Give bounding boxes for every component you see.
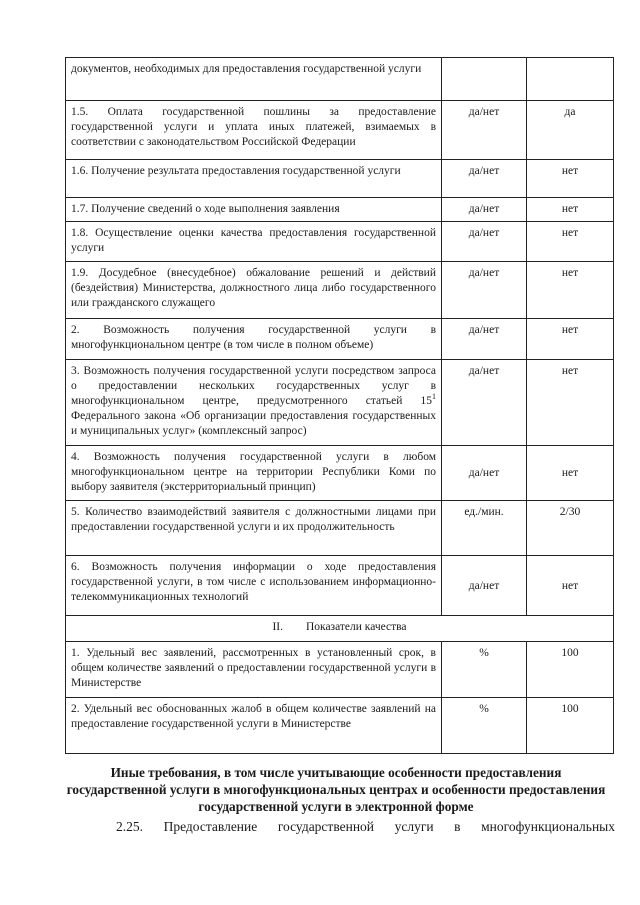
indicator-unit: да/нет	[442, 101, 527, 160]
indicator-unit: да/нет	[442, 262, 527, 319]
indicator-label-part: 3. Возможность получения государственной услуги посредством запроса о предоставлении нескольких государственных услуг в многофункциональном центре, предусмотренного статьей 15	[71, 365, 436, 407]
section-title: II. Показатели качества	[66, 616, 614, 642]
indicator-label: 1.8. Осуществление оценки качества предоставления государственной услуги	[66, 222, 442, 262]
indicator-label: 4. Возможность получения государственной услуги в любом многофункциональном центре на территории Республики Коми по выбору заявителя (экстерриториальный принцип)	[66, 446, 442, 501]
indicator-label: 1.6. Получение результата предоставления государственной услуги	[66, 160, 442, 198]
indicator-value	[527, 58, 614, 101]
indicator-label: 2. Удельный вес обоснованных жалоб в общем количестве заявлений на предоставление государственной услуги в Министерстве	[66, 698, 442, 754]
indicator-unit	[442, 58, 527, 101]
indicator-unit: да/нет	[442, 556, 527, 616]
indicator-label	[66, 360, 442, 446]
indicators-table	[65, 57, 614, 754]
indicator-unit: да/нет	[442, 446, 527, 501]
section-heading: Иные требования, в том числе учитывающие особенности предоставления государственной услуги в многофункциональных центрах и особенности предоставления государственной услуги в электронной форме	[66, 765, 606, 814]
table-row	[66, 360, 614, 446]
table-row	[66, 446, 614, 501]
indicator-value: нет	[527, 446, 614, 501]
indicator-unit: ед./мин.	[442, 501, 527, 556]
table-row	[66, 198, 614, 222]
indicator-value: нет	[527, 222, 614, 262]
table-row	[66, 642, 614, 698]
indicator-label: 5. Количество взаимодействий заявителя с должностными лицами при предоставлении государственной услуги и их продолжительность	[66, 501, 442, 556]
indicator-value: нет	[527, 262, 614, 319]
indicator-label: 1.5. Оплата государственной пошлины за предоставление государственной услуги и уплата иных платежей, взимаемых в соответствии с законодательством Российской Федерации	[66, 101, 442, 160]
table-row	[66, 101, 614, 160]
indicator-unit: %	[442, 642, 527, 698]
indicator-value: нет	[527, 556, 614, 616]
table-row	[66, 222, 614, 262]
indicator-unit: %	[442, 698, 527, 754]
indicator-label: 1.9. Досудебное (внесудебное) обжалование решений и действий (бездействия) Министерства, должностного лица либо государственного или гражданского служащего	[66, 262, 442, 319]
table-row	[66, 58, 614, 101]
indicator-label: документов, необходимых для предоставления государственной услуги	[66, 58, 442, 101]
table-row	[66, 501, 614, 556]
indicator-value: нет	[527, 198, 614, 222]
table-row	[66, 556, 614, 616]
table-row	[66, 160, 614, 198]
indicator-value: 100	[527, 642, 614, 698]
indicator-label: 1.7. Получение сведений о ходе выполнения заявления	[66, 198, 442, 222]
indicator-unit: да/нет	[442, 198, 527, 222]
indicator-unit: да/нет	[442, 160, 527, 198]
indicator-unit: да/нет	[442, 319, 527, 360]
section-row	[66, 616, 614, 642]
indicator-unit: да/нет	[442, 222, 527, 262]
indicator-label: 2. Возможность получения государственной услуги в многофункциональном центре (в том числе в полном объеме)	[66, 319, 442, 360]
table-row	[66, 698, 614, 754]
indicator-value: нет	[527, 160, 614, 198]
indicator-unit: да/нет	[442, 360, 527, 446]
table-row	[66, 262, 614, 319]
indicator-value: нет	[527, 319, 614, 360]
indicator-label: 6. Возможность получения информации о ходе предоставления государственной услуги, в том числе с использованием информационно-телекоммуникационных технологий	[66, 556, 442, 616]
superscript: 1	[432, 392, 436, 402]
indicator-value: 100	[527, 698, 614, 754]
indicator-value: да	[527, 101, 614, 160]
table-row	[66, 319, 614, 360]
indicator-value: нет	[527, 360, 614, 446]
body-paragraph: 2.25. Предоставление государственной услуги в многофункциональных	[116, 819, 615, 834]
indicator-value: 2/30	[527, 501, 614, 556]
indicator-label: 1. Удельный вес заявлений, рассмотренных в установленный срок, в общем количестве заявлений о предоставлении государственной услуги в Министерстве	[66, 642, 442, 698]
indicator-label-part: Федерального закона «Об организации предоставления государственных и муниципальных услуг» (комплексный запрос)	[71, 410, 436, 437]
